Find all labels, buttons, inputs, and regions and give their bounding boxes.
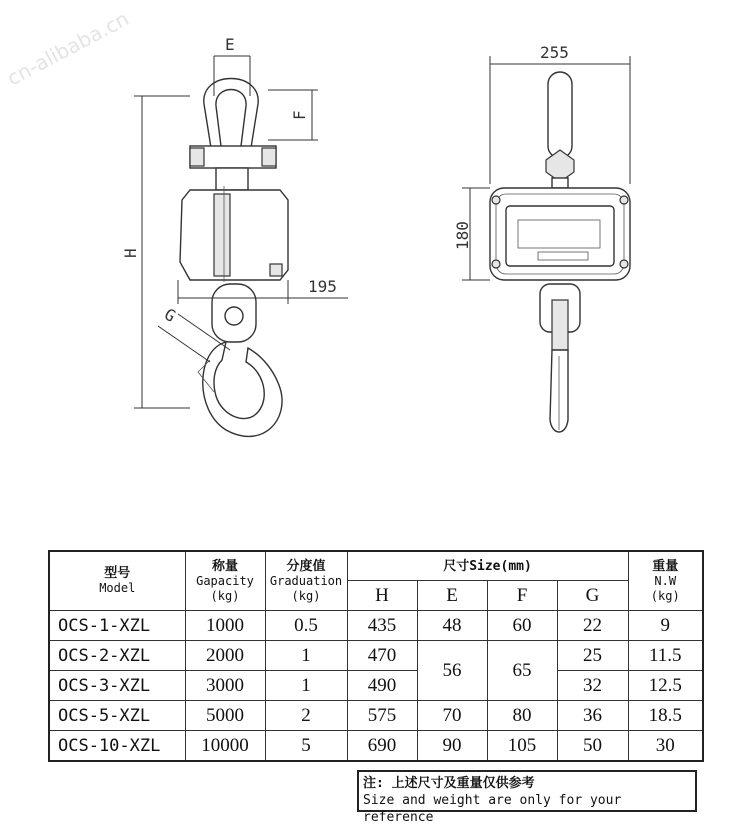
reference-note [357, 770, 697, 825]
cell-model: OCS-1-XZL [49, 611, 185, 641]
side-screw [270, 264, 282, 276]
cell-f: 60 [487, 611, 557, 641]
cell-model: OCS-3-XZL [49, 671, 185, 701]
table-row [49, 611, 703, 641]
header-graduation-en: Graduation [269, 573, 343, 588]
cell-h: 490 [347, 671, 417, 701]
cell-capacity: 2000 [185, 641, 265, 671]
header-col-h: H [347, 581, 417, 611]
header-model-en: Model [99, 581, 136, 595]
cell-graduation: 1 [265, 641, 347, 671]
front-view [453, 43, 630, 432]
header-capacity-cn: 称量 [211, 558, 238, 574]
cell-e-merged: 56 [417, 641, 487, 701]
header-weight-cn: 重量 [652, 558, 679, 574]
header-model [49, 551, 185, 611]
pin-nut-left [190, 148, 204, 166]
cell-g: 25 [557, 641, 628, 671]
cell-h: 575 [347, 701, 417, 731]
header-graduation-unit: (kg) [291, 588, 321, 603]
header-col-e: E [417, 581, 487, 611]
cell-e: 70 [417, 701, 487, 731]
front-link [552, 300, 568, 350]
cell-capacity: 5000 [185, 701, 265, 731]
header-graduation [265, 551, 347, 611]
cell-capacity: 3000 [185, 671, 265, 701]
table-row [49, 701, 703, 731]
table-header-row-1 [49, 551, 703, 581]
cell-model: OCS-5-XZL [49, 701, 185, 731]
cell-g: 32 [557, 671, 628, 701]
label-255: 255 [540, 43, 569, 62]
label-e: E [225, 35, 235, 54]
cell-h: 690 [347, 731, 417, 762]
lifting-hook [203, 342, 282, 436]
cell-g: 50 [557, 731, 628, 762]
cell-model: OCS-2-XZL [49, 641, 185, 671]
header-col-f: F [487, 581, 557, 611]
header-capacity-unit: (kg) [210, 588, 240, 603]
center-bar [214, 194, 230, 276]
cell-g: 22 [557, 611, 628, 641]
spec-table [48, 550, 704, 762]
note-en: Size and weight are only for your reference [363, 793, 622, 825]
cell-graduation: 2 [265, 701, 347, 731]
label-h: H [121, 248, 140, 258]
table-row [49, 731, 703, 762]
cell-capacity: 1000 [185, 611, 265, 641]
header-weight-en: N.W [654, 573, 677, 588]
table-row [49, 641, 703, 671]
label-g: G [161, 304, 179, 326]
header-size [347, 551, 628, 581]
display-panel [506, 206, 614, 266]
table-row [49, 671, 703, 701]
cell-graduation: 0.5 [265, 611, 347, 641]
label-180: 180 [453, 221, 472, 250]
header-capacity [185, 551, 265, 611]
pin-nut-right [262, 148, 276, 166]
header-model-cn: 型号 [104, 566, 131, 581]
header-weight-unit: (kg) [650, 588, 680, 603]
cell-weight: 30 [628, 731, 703, 762]
cell-h: 435 [347, 611, 417, 641]
cell-e: 48 [417, 611, 487, 641]
swivel-pin [225, 307, 243, 325]
cell-graduation: 5 [265, 731, 347, 762]
cell-capacity: 10000 [185, 731, 265, 762]
shackle-neck [216, 168, 248, 190]
header-col-g: G [557, 581, 628, 611]
label-f: F [290, 110, 309, 120]
cell-f: 105 [487, 731, 557, 762]
front-neck [552, 178, 568, 188]
label-195: 195 [308, 277, 337, 296]
cell-weight: 12.5 [628, 671, 703, 701]
cell-g: 36 [557, 701, 628, 731]
cell-graduation: 1 [265, 671, 347, 701]
cell-e: 90 [417, 731, 487, 762]
cell-weight: 18.5 [628, 701, 703, 731]
cell-f: 80 [487, 701, 557, 731]
cell-weight: 9 [628, 611, 703, 641]
header-capacity-en: Gapacity [196, 573, 254, 588]
front-top-eye [548, 72, 572, 158]
front-hex-nut [546, 150, 574, 182]
header-weight [628, 551, 703, 611]
header-size-label: 尺寸Size(mm) [443, 558, 532, 574]
cell-f-merged: 65 [487, 641, 557, 701]
watermark-text: cn-alibaba.cn [3, 6, 133, 91]
cell-weight: 11.5 [628, 641, 703, 671]
note-cn: 注: 上述尺寸及重量仅供参考 [363, 776, 535, 791]
cell-model: OCS-10-XZL [49, 731, 185, 762]
cell-h: 470 [347, 641, 417, 671]
header-graduation-cn: 分度值 [286, 558, 326, 574]
side-view [121, 35, 348, 436]
